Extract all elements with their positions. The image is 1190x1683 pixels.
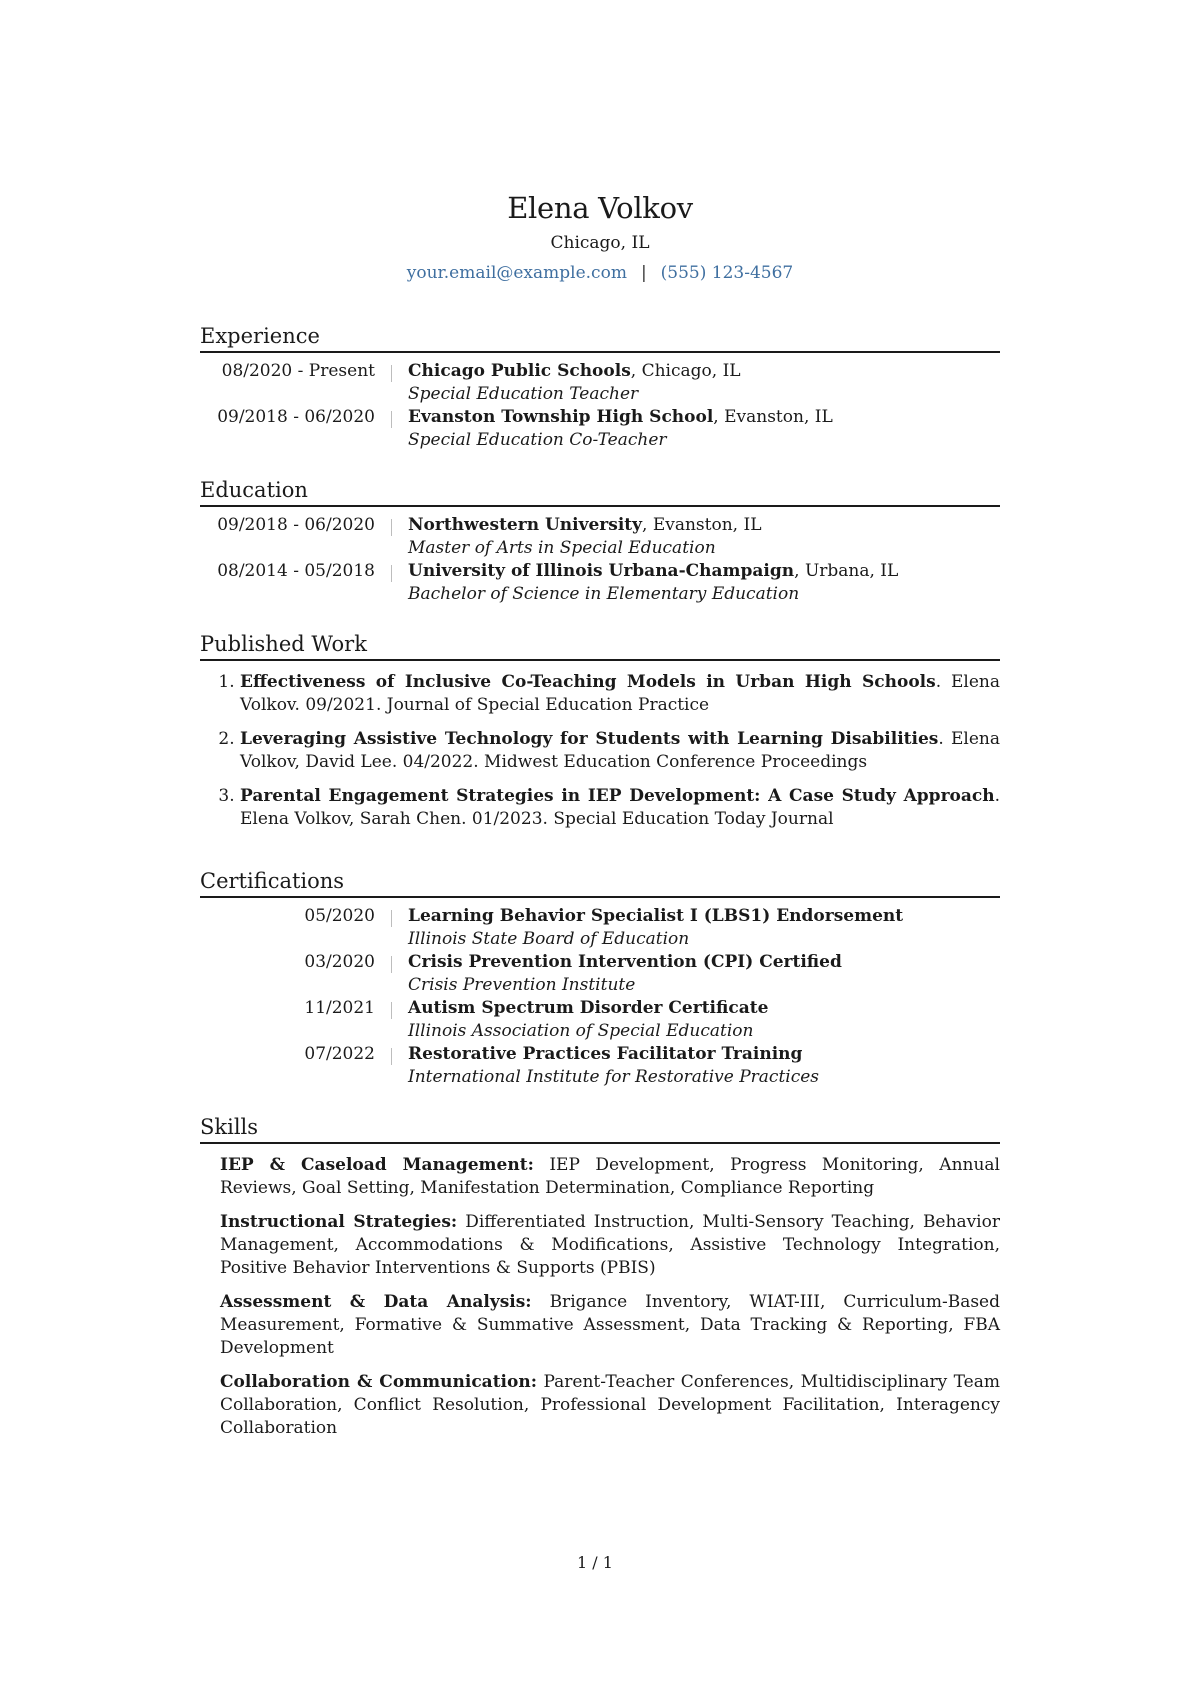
skill-label: Assessment & Data Analysis:: [220, 1292, 532, 1312]
education-entry: [200, 514, 1000, 560]
skills-section: [200, 1113, 1000, 1440]
skill-text: Brigance Inventory, WIAT-III, Curriculum-Based Measurement, Formative & Summative Assessment, Data Tracking & Reporting, FBA Development: [220, 1292, 1001, 1358]
candidate-location: Chicago, IL: [550, 233, 650, 253]
publication-details: . Elena Volkov, David Lee. 04/2022. Midwest Education Conference Proceedings: [240, 729, 1000, 772]
skill-item: [220, 1211, 1000, 1280]
entry-location: , Evanston, IL: [713, 407, 833, 427]
entry-degree: Master of Arts in Special Education: [408, 538, 716, 558]
section-title-certifications: Certifications: [200, 867, 1000, 898]
certification-entry: [200, 997, 1000, 1043]
entry-org: Chicago Public Schools: [408, 361, 631, 381]
entry-date: 08/2014 - 05/2018: [217, 561, 375, 581]
entry-org: Evanston Township High School: [408, 407, 714, 427]
section-title-published-work: Published Work: [200, 630, 1000, 661]
page-number: 1 / 1: [577, 1553, 613, 1572]
entry-org: University of Illinois Urbana-Champaign: [408, 561, 795, 581]
certification-name: Learning Behavior Specialist I (LBS1) Endorsement: [408, 906, 904, 926]
certification-name: Restorative Practices Facilitator Training: [408, 1044, 803, 1064]
skill-text: IEP Development, Progress Monitoring, Annual Reviews, Goal Setting, Manifestation Determination, Compliance Reporting: [220, 1155, 1000, 1198]
publication-title: Leveraging Assistive Technology for Students with Learning Disabilities: [240, 729, 939, 749]
publication-item: [240, 785, 1000, 831]
entry-org: Northwestern University: [408, 515, 643, 535]
publication-list: [200, 671, 1000, 831]
publication-item: [240, 671, 1000, 717]
certification-name: Crisis Prevention Intervention (CPI) Certified: [408, 952, 842, 972]
entry-role: Special Education Teacher: [408, 384, 639, 404]
entry-location: , Urbana, IL: [794, 561, 899, 581]
section-title-skills: Skills: [200, 1113, 1000, 1144]
entry-location: , Chicago, IL: [630, 361, 741, 381]
entry-date: 05/2020: [304, 906, 375, 926]
certification-entry: [200, 951, 1000, 997]
certification-name: Autism Spectrum Disorder Certificate: [408, 998, 769, 1018]
entry-date: 09/2018 - 06/2020: [217, 515, 375, 535]
entry-role: Special Education Co-Teacher: [408, 430, 667, 450]
skill-item: [220, 1291, 1000, 1360]
resume-header: [200, 190, 1000, 284]
skills-list: [200, 1154, 1000, 1440]
certification-issuer: Illinois State Board of Education: [408, 929, 690, 949]
publication-details: . Elena Volkov. 09/2021. Journal of Special Education Practice: [240, 672, 1000, 715]
entry-date: 11/2021: [304, 998, 375, 1018]
entry-date: 03/2020: [304, 952, 375, 972]
entry-date: 07/2022: [304, 1044, 375, 1064]
certification-issuer: International Institute for Restorative Practices: [408, 1067, 820, 1087]
publication-item: [240, 728, 1000, 774]
experience-section: [200, 322, 1000, 452]
published-work-section: [200, 630, 1000, 831]
certification-issuer: Crisis Prevention Institute: [408, 975, 636, 995]
education-entry: [200, 560, 1000, 606]
contact-separator: |: [640, 263, 647, 283]
phone-link[interactable]: (555) 123-4567: [660, 263, 794, 283]
certification-entry: [200, 905, 1000, 951]
publication-title: Parental Engagement Strategies in IEP Development: A Case Study Approach: [240, 786, 995, 806]
contact-line: [200, 262, 1000, 284]
certifications-section: [200, 867, 1000, 1089]
resume-page: [200, 190, 1000, 1451]
section-title-education: Education: [200, 476, 1000, 507]
entry-date: 09/2018 - 06/2020: [217, 407, 375, 427]
publication-details: . Elena Volkov, Sarah Chen. 01/2023. Special Education Today Journal: [240, 786, 1000, 829]
skill-item: [220, 1154, 1000, 1200]
email-link[interactable]: your.email@example.com: [406, 263, 627, 283]
skill-text: Parent-Teacher Conferences, Multidisciplinary Team Collaboration, Conflict Resolution, Professional Development Facilitation, Interagency Collaboration: [220, 1372, 1000, 1438]
section-title-experience: Experience: [200, 322, 1000, 353]
candidate-name: Elena Volkov: [507, 191, 693, 225]
skill-text: Differentiated Instruction, Multi-Sensory Teaching, Behavior Management, Accommodations & Modifications, Assistive Technology Integration, Positive Behavior Interventions & Supports (PBIS): [220, 1212, 1000, 1278]
skill-label: IEP & Caseload Management:: [220, 1155, 534, 1175]
publication-title: Effectiveness of Inclusive Co-Teaching Models in Urban High Schools: [240, 672, 936, 692]
education-section: [200, 476, 1000, 606]
experience-entry: [200, 406, 1000, 452]
certification-entry: [200, 1043, 1000, 1089]
certification-issuer: Illinois Association of Special Education: [408, 1021, 754, 1041]
skill-item: [220, 1371, 1000, 1440]
experience-entry: [200, 360, 1000, 406]
entry-degree: Bachelor of Science in Elementary Education: [408, 584, 800, 604]
skill-label: Collaboration & Communication:: [220, 1372, 537, 1392]
entry-date: 08/2020 - Present: [221, 361, 375, 381]
skill-label: Instructional Strategies:: [220, 1212, 458, 1232]
entry-location: , Evanston, IL: [642, 515, 762, 535]
